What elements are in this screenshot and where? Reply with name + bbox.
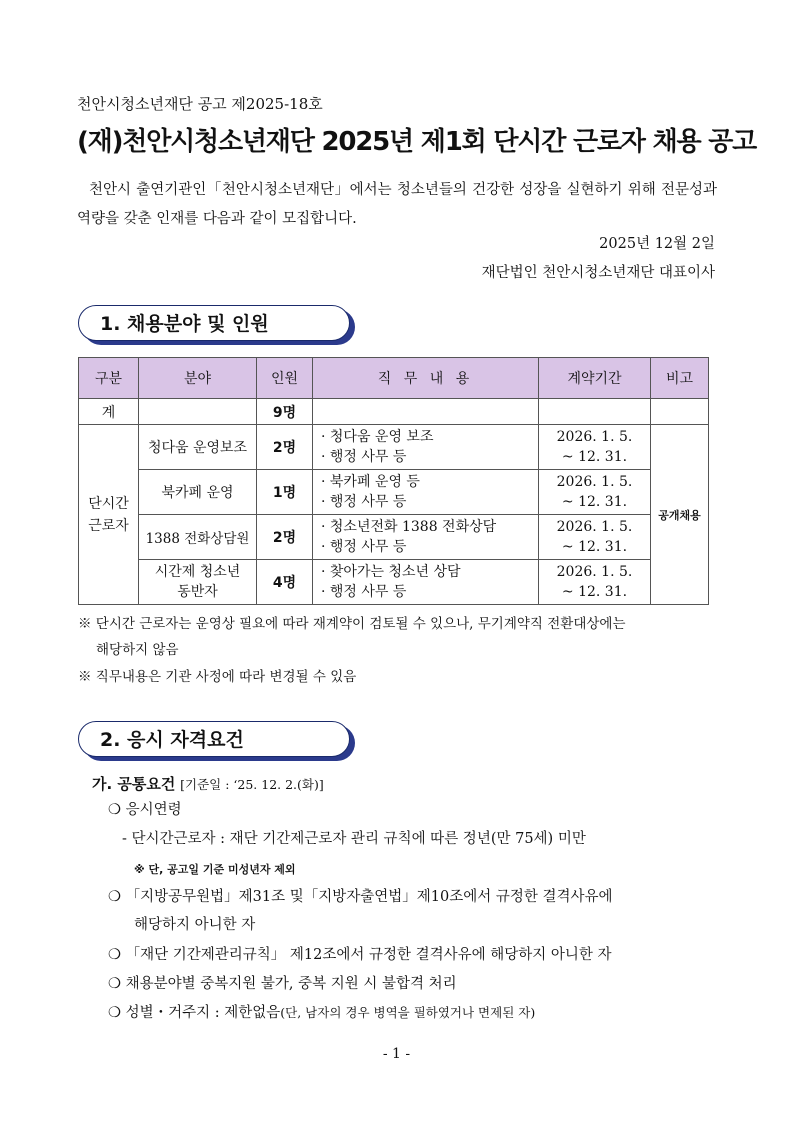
list-item — [134, 911, 255, 939]
count-cell: 2명 — [257, 425, 313, 470]
period-cell — [539, 470, 651, 515]
bullet-icon: ❍ — [108, 947, 121, 963]
section1-heading — [78, 305, 360, 341]
item-text: 응시연령 — [125, 802, 182, 818]
list-item — [108, 883, 613, 911]
list-item — [108, 999, 535, 1027]
reference-date: [기준일 : ‘25. 12. 2.(화)] — [180, 777, 324, 792]
period-cell — [539, 425, 651, 470]
bullet-icon: ❍ — [108, 1005, 121, 1021]
table-row — [79, 515, 709, 560]
notice-date: 2025년 12월 2일 — [599, 236, 715, 252]
bullet-icon: ❍ — [108, 889, 121, 905]
period-line: 2026. 1. 5. — [556, 519, 633, 535]
duty-line: · 북카페 운영 등 — [321, 474, 420, 490]
table-total-row — [79, 399, 709, 425]
list-item — [108, 970, 457, 998]
page-number: - 1 - — [382, 1046, 411, 1062]
field-cell: 북카페 운영 — [139, 470, 257, 515]
period-line: 2026. 1. 5. — [556, 429, 633, 445]
period-line: ~ 12. 31. — [561, 539, 628, 555]
duty-cell — [313, 515, 539, 560]
item-text: 단시간근로자 : 재단 기간제근로자 관리 규칙에 따른 정년(만 75세) 미만 — [131, 831, 586, 847]
bullet-icon: - — [122, 831, 127, 847]
duty-line: · 행정 사무 등 — [321, 584, 407, 600]
list-item — [108, 796, 182, 824]
duty-line: · 찾아가는 청소년 상담 — [321, 564, 461, 580]
count-cell: 1명 — [257, 470, 313, 515]
header-cell: 분야 — [139, 358, 257, 399]
field-cell: 1388 전화상담원 — [139, 515, 257, 560]
duty-cell — [313, 425, 539, 470]
remark-cell: 공개채용 — [651, 425, 709, 605]
table-row — [79, 470, 709, 515]
subsection-a — [92, 773, 324, 794]
duty-line: · 행정 사무 등 — [321, 449, 407, 465]
period-line: ~ 12. 31. — [561, 494, 628, 510]
period-line: 2026. 1. 5. — [556, 474, 633, 490]
item-text: 「지방공무원법」제31조 및「지방자출연법」제10조에서 규정한 결격사유에 — [125, 889, 613, 905]
intro-paragraph: 천안시 출연기관인「천안시청소년재단」에서는 청소년들의 건강한 성장을 실현하기 위해 전문성과 역량을 갖춘 인재를 다음과 같이 모집합니다. — [77, 182, 717, 227]
field-cell: 시간제 청소년 동반자 — [139, 560, 257, 605]
note-1-cont: 해당하지 않음 — [96, 642, 179, 658]
group-label: 단시간 근로자 — [79, 425, 139, 605]
recruitment-table — [78, 357, 709, 605]
table-header-row — [79, 358, 709, 399]
list-item — [108, 941, 612, 969]
item-text: 성별・거주지 : 제한없음 — [125, 1005, 281, 1021]
duty-line: · 행정 사무 등 — [321, 539, 407, 555]
table-row — [79, 425, 709, 470]
period-line: 2026. 1. 5. — [556, 564, 633, 580]
total-label: 계 — [79, 399, 139, 425]
duty-line: · 청소년전화 1388 전화상담 — [321, 519, 497, 535]
note-1: ※ 단시간 근로자는 운영상 필요에 따라 재계약이 검토될 수 있으나, 무기계약직 전환대상에는 — [78, 616, 626, 632]
subsection-a-heading: 가. 공통요건 — [92, 775, 176, 793]
item-text: (단, 남자의 경우 병역을 필하였거나 면제된 자) — [280, 1005, 536, 1020]
bullet-icon: ❍ — [108, 976, 121, 992]
note-2: ※ 직무내용은 기관 사정에 따라 변경될 수 있음 — [78, 669, 357, 685]
period-cell — [539, 560, 651, 605]
section2-title: 2. 응시 자격요건 — [100, 729, 244, 751]
section1-title: 1. 채용분야 및 인원 — [100, 313, 269, 335]
header-cell: 구분 — [79, 358, 139, 399]
page-title: (재)천안시청소년재단 2025년 제1회 단시간 근로자 채용 공고 — [77, 127, 757, 157]
section2-heading — [78, 721, 360, 757]
count-cell: 2명 — [257, 515, 313, 560]
header-cell: 인원 — [257, 358, 313, 399]
header-cell: 직 무 내 용 — [313, 358, 539, 399]
count-cell: 4명 — [257, 560, 313, 605]
period-line: ~ 12. 31. — [561, 449, 628, 465]
item-text: 해당하지 아니한 자 — [134, 917, 256, 933]
item-text: 「재단 기간제관리규칙」 제12조에서 규정한 결격사유에 해당하지 아니한 자 — [125, 947, 612, 963]
total-count: 9명 — [257, 399, 313, 425]
issuer: 재단법인 천안시청소년재단 대표이사 — [481, 265, 715, 281]
item-text: 채용분야별 중복지원 불가, 중복 지원 시 불합격 처리 — [125, 976, 457, 992]
bullet-icon: ❍ — [108, 802, 121, 818]
list-item — [134, 856, 296, 884]
header-cell: 계약기간 — [539, 358, 651, 399]
notice-number: 천안시청소년재단 공고 제2025-18호 — [77, 95, 323, 113]
duty-cell — [313, 560, 539, 605]
field-cell: 청다움 운영보조 — [139, 425, 257, 470]
duty-line: · 청다움 운영 보조 — [321, 429, 434, 445]
duty-cell — [313, 470, 539, 515]
period-line: ~ 12. 31. — [561, 584, 628, 600]
item-text: 단, 공고일 기준 미성년자 제외 — [148, 863, 296, 876]
duty-line: · 행정 사무 등 — [321, 494, 407, 510]
list-item — [122, 825, 586, 853]
header-cell: 비고 — [651, 358, 709, 399]
table-row — [79, 560, 709, 605]
bullet-icon: ※ — [134, 863, 145, 876]
period-cell — [539, 515, 651, 560]
